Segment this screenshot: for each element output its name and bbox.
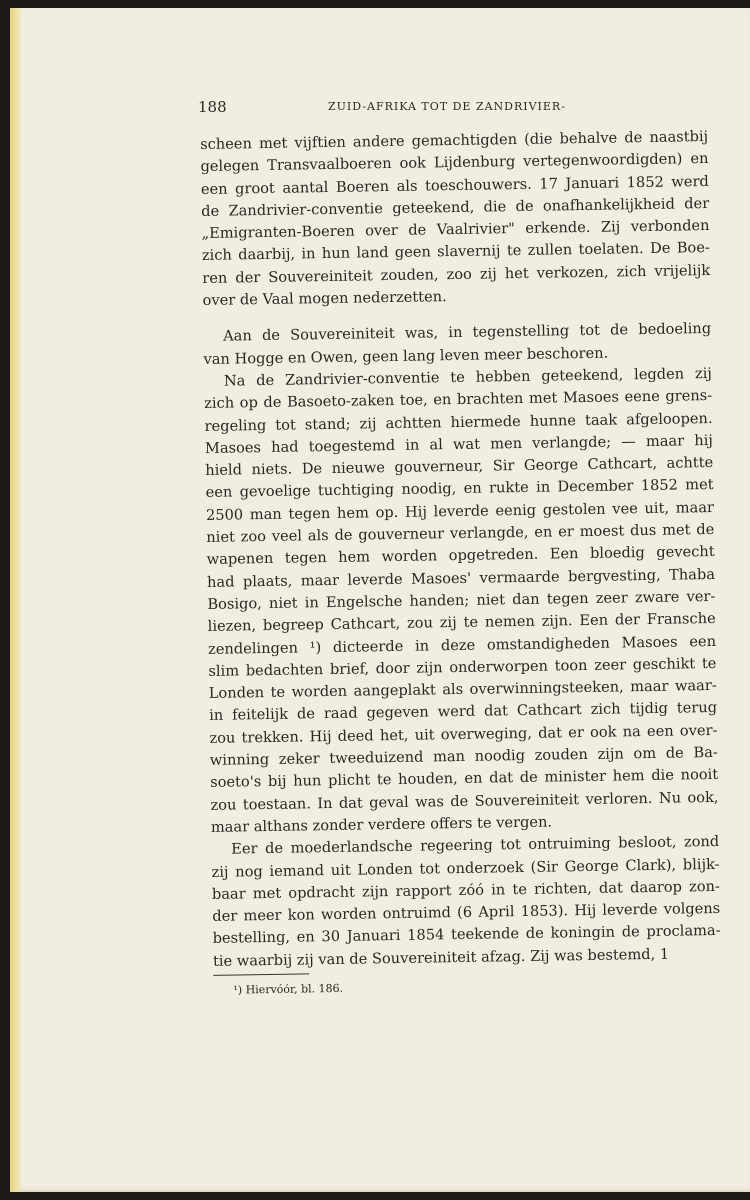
text-line: zich daarbij, in hun land geen slavernij te zullen toelaten. De Boe- — [201, 239, 710, 265]
text-line: zou trekken. Hij deed het, uit overweging, dat er ook na een over- — [209, 721, 718, 747]
page-edge — [10, 8, 22, 1192]
text-line: Londen te worden aangeplakt als overwinningsteeken, maar waar- — [208, 677, 717, 703]
text-line: bestelling, en 30 Januari 1854 teekende de koningin de proclama- — [212, 922, 721, 948]
text-line: ren der Souvereiniteit zouden, zoo zij het verkozen, zich vrijelijk — [202, 261, 711, 287]
text-line: wapenen tegen hem worden opgetreden. Een bloedig gevecht — [206, 543, 715, 569]
text-line: een groot aantal Boeren als toeschouwers. 17 Januari 1852 werd — [200, 172, 709, 198]
text-line: Na de Zandrivier-conventie te hebben geteekend, legden zij — [223, 364, 712, 390]
text-line: tie waarbij zij van de Souvereiniteit afzag. Zij was bestemd, 1 — [212, 945, 670, 970]
text-line: der meer kon worden ontruimd (6 April 1853). Hij leverde volgens — [212, 900, 721, 925]
page-number: 188 — [198, 98, 227, 116]
text-line: gelegen Transvaalboeren ook Lijdenburg vertegenwoordigden) en — [200, 150, 709, 176]
text-line: Bosigo, niet in Engelsche handen; niet dan tegen zeer zware ver- — [207, 587, 716, 613]
text-line: soeto's bij hun plicht te houden, en dat de minister hem die nooit — [210, 766, 719, 792]
text-line: in feitelijk de raad gegeven werd dat Cathcart zich tijdig terug — [209, 699, 718, 725]
text-line: niet zoo veel als de gouverneur verlangde, en er moest dus met de — [206, 521, 715, 546]
paragraph — [200, 126, 711, 312]
text-line: liezen, begreep Cathcart, zou zij te nemen zijn. Een der Fransche — [207, 610, 716, 636]
text-line: „Emigranten-Boeren over de Vaalrivier" erkende. Zij verbonden — [201, 217, 710, 243]
text-line: van Hogge en Owen, geen lang leven meer beschoren. — [203, 344, 609, 368]
text-line: Eer de moederlandsche regeering tot ontruiming besloot, zond — [231, 833, 720, 858]
text-line: baar met opdracht zijn rapport zóó in te richten, dat daarop zon- — [211, 877, 721, 903]
footnote-rule — [213, 973, 309, 976]
text-line: regeling tot stand; zij achtten hiermede hunne taak afgeloopen. — [204, 409, 713, 435]
text-line: winning zeker tweeduizend man noodig zouden zijn om de Ba- — [209, 743, 718, 769]
text-line: zich op de Basoeto-zaken toe, en brachten met Masoes eene grens- — [204, 387, 713, 413]
paragraph — [204, 363, 719, 839]
body-text — [200, 126, 722, 999]
text-line: maar althans zonder verdere offers te vergen. — [210, 813, 553, 836]
text-line: zou toestaan. In dat geval was de Souvereiniteit verloren. Nu ook, — [210, 788, 719, 814]
footnote: ¹) Hiervóór, bl. 186. — [233, 981, 344, 997]
text-line: 2500 man tegen hem op. Hij leverde eenig gestolen vee uit, maar — [205, 498, 715, 524]
text-line: scheen met vijftien andere gemachtigden (die behalve de naastbij — [200, 128, 709, 153]
paragraph — [203, 318, 712, 371]
paragraph — [211, 831, 721, 973]
running-head: ZUID-AFRIKA TOT DE ZANDRIVIER- — [328, 100, 566, 113]
text-line: Aan de Souvereiniteit was, in tegenstelling tot de bedoeling — [223, 320, 712, 346]
text-line: had plaats, maar leverde Masoes' vermaarde bergvesting, Thaba — [206, 565, 716, 591]
text-line: hield niets. De nieuwe gouverneur, Sir George Cathcart, achtte — [205, 454, 714, 480]
text-line: zij nog iemand uit Londen tot onderzoek (Sir George Clark), blijk- — [211, 855, 720, 881]
text-line: over de Vaal mogen nederzetten. — [202, 288, 447, 310]
text-line: Masoes had toegestemd in al wat men verlangde; — maar hij — [204, 431, 714, 457]
page-header — [198, 98, 708, 122]
text-line: slim bedachten brief, door zijn onderworpen toon zeer geschikt te — [208, 654, 717, 680]
text-line: een gevoelige tuchtiging noodig, en rukte in December 1852 met — [205, 476, 714, 502]
text-line: zendelingen ¹) dicteerde in deze omstandigheden Masoes een — [207, 632, 717, 658]
text-line: de Zandrivier-conventie geteekend, die de onafhankelijkheid der — [201, 194, 710, 220]
